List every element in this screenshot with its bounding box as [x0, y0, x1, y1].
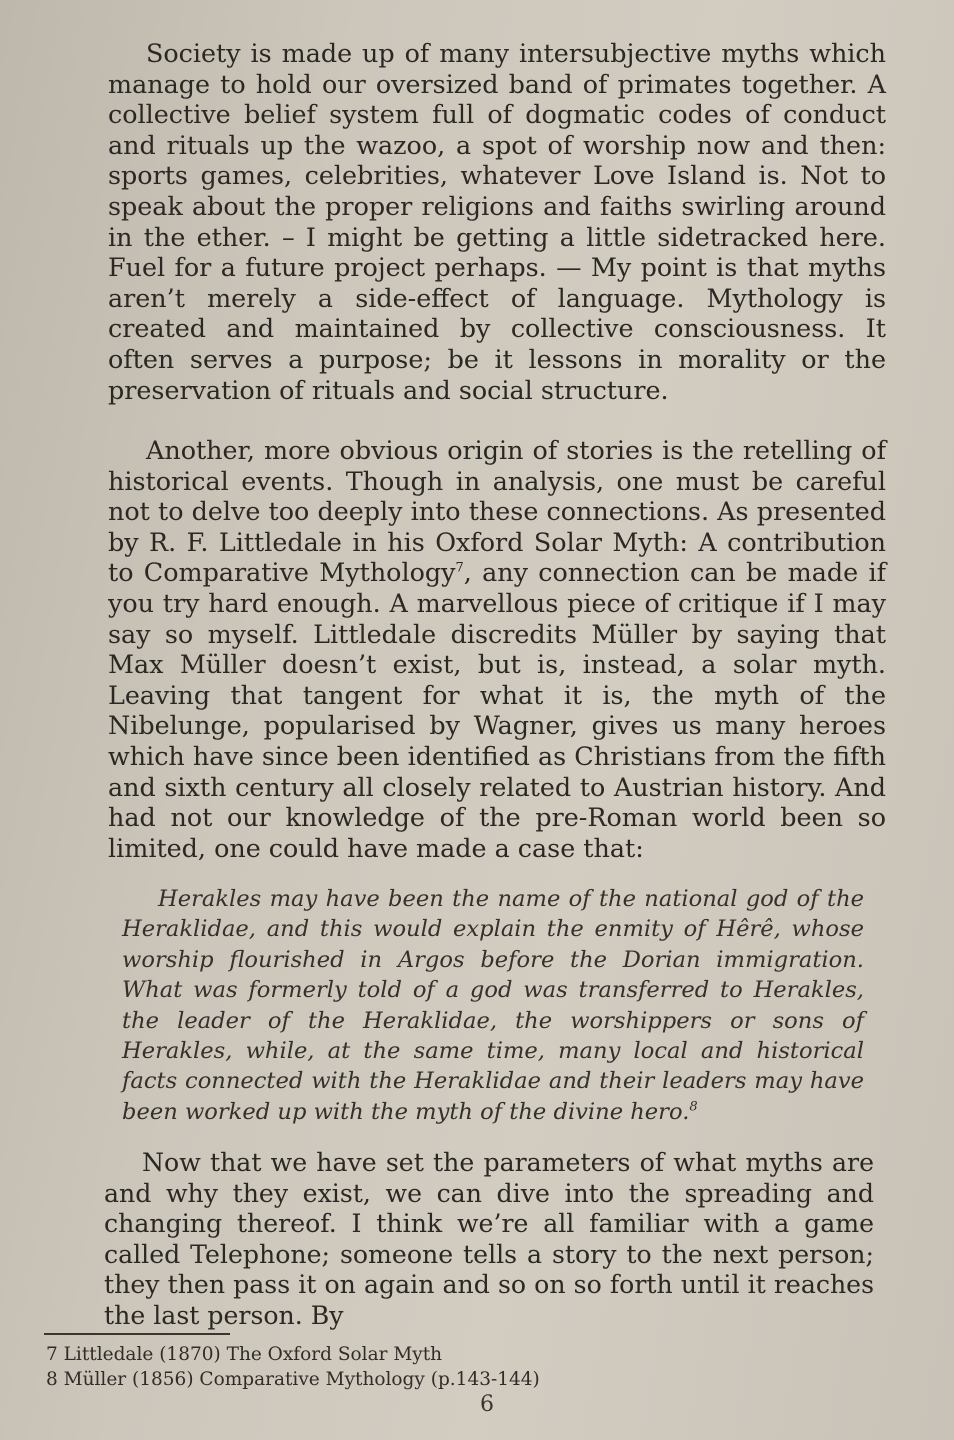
footnote-ref-7: 7: [455, 560, 464, 576]
paragraph-telephone-game: [104, 1148, 874, 1332]
footnote-8: 8 Müller (1856) Comparative Mythology (p.143-144): [46, 1369, 540, 1390]
paragraph-text: Society is made up of many intersubjective myths which manage to hold our oversized band of primates together. A collective belief system full of dogmatic codes of conduct and rituals up the wazoo, a spot of worship now and then: sports games, celebrities, whatever Love Island is. Not to speak about the proper religions and faiths swirling around in the ether. – I might be getting a little sidetracked here. Fuel for a future project perhaps. — My point is that myths aren’t merely a side-effect of language. Mythology is created and maintained by collective consciousness. It often serves a purpose; be it lessons in morality or the preservation of rituals and social structure.: [108, 38, 886, 405]
paragraph-text: [108, 435, 886, 863]
paragraph-text-after-ref: , any connection can be made if you try hard enough. A marvellous piece of critique if I may say so myself. Littledale discredits Müller by saying that Max Müller doesn’t exist, but is, instead, a solar myth. Leaving that tangent for what it is, the myth of the Nibelunge, popularised by Wagner, gives us many heroes which have since been identified as Christians from the fifth and sixth century all closely related to Austrian history. And had not our knowledge of the pre-Roman world been so limited, one could have made a case that:: [108, 557, 886, 863]
footnote-ref-8: 8: [689, 1099, 698, 1115]
quote-text: [122, 884, 864, 1127]
page-number: 6: [480, 1392, 494, 1417]
paragraph-text: Now that we have set the parameters of what myths are and why they exist, we can dive into the spreading and changing thereof. I think we’re all familiar with a game called Telephone; someone tells a story to the next person; they then pass it on again and so on so forth until it reaches the last person. By: [104, 1148, 874, 1330]
footnote-7: 7 Littledale (1870) The Oxford Solar Myth: [46, 1344, 443, 1365]
quote-body: Herakles may have been the name of the national god of the Heraklidae, and this would explain the enmity of Hêrê, whose worship flourished in Argos before the Dorian immigration. What was formerly told of a god was transferred to Herakles, the leader of the Heraklidae, the worshippers or sons of Herakles, while, at the same time, many local and historical facts connected with the Heraklidae and their leaders may have been worked up with the myth of the divine hero.: [122, 886, 864, 1125]
paragraph-historical-events: [108, 435, 886, 863]
paragraph-text-before-ref: Another, more obvious origin of stories is the retelling of historical events. Though in analysis, one must be careful not to delve too deeply into these connections. As presented by R. F. Littledale in his Oxford Solar Myth: A contribution to Comparative Mythology: [108, 435, 886, 588]
block-quote: [122, 884, 864, 1127]
footnotes: [46, 1342, 746, 1392]
footnote-divider: [44, 1333, 230, 1335]
paragraph-society-myths: [108, 38, 886, 405]
